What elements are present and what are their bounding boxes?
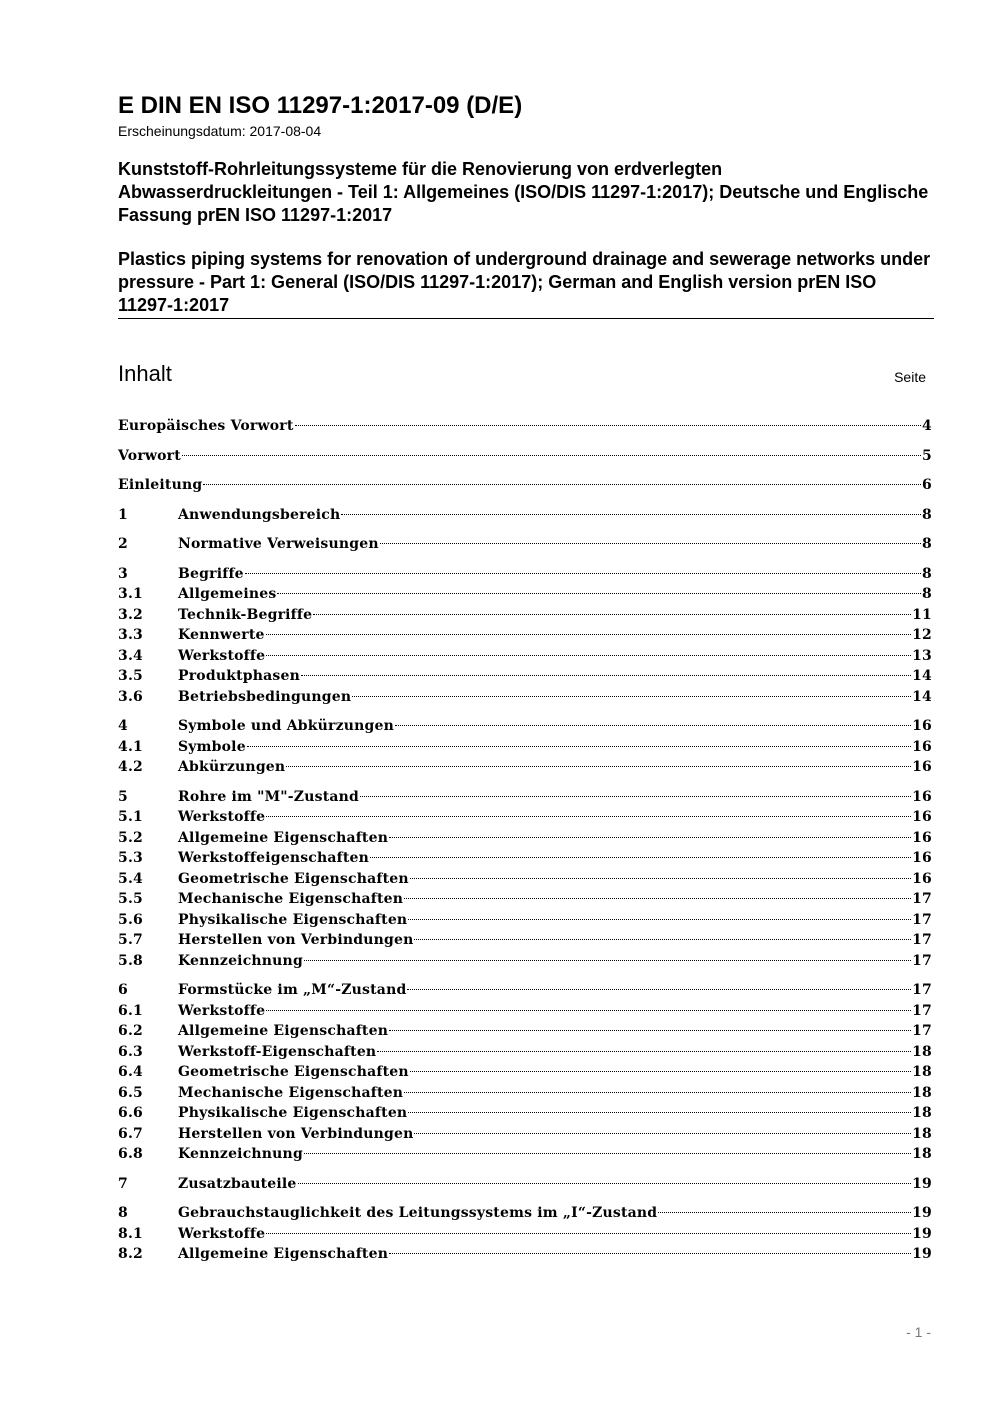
toc-entry-title: Einleitung [118, 477, 203, 493]
toc-entry-page: 17 [912, 952, 932, 969]
toc-entry[interactable] [118, 564, 932, 585]
toc-dot-leader [380, 543, 921, 544]
toc-dot-leader [404, 898, 911, 899]
toc-entry-page: 18 [912, 1043, 932, 1060]
toc-dot-leader [410, 878, 911, 879]
toc-dot-leader [266, 1233, 911, 1234]
toc-entry-number: 8 [118, 1205, 128, 1221]
toc-entry-title: Werkstoffe [178, 809, 266, 825]
toc-entry-title: Begriffe [178, 565, 244, 582]
toc-dot-leader [295, 425, 922, 426]
toc-entry-number: 6.2 [118, 1023, 143, 1039]
toc-entry[interactable] [118, 1103, 932, 1124]
toc-entry-page: 12 [912, 627, 932, 643]
toc-page-label: Seite [894, 369, 926, 385]
toc-entry-title: Mechanische Eigenschaften [178, 891, 404, 907]
toc-entry-title: Rohre im "M"-Zustand [178, 788, 359, 805]
toc-entry-title: Geometrische Eigenschaften [178, 1064, 409, 1080]
toc-entry-title: Herstellen von Verbindungen [178, 932, 414, 948]
toc-entry[interactable] [118, 534, 932, 555]
toc-entry-page: 17 [912, 911, 932, 928]
toc-dot-leader [301, 675, 911, 676]
toc-entry-number: 3.6 [118, 688, 143, 705]
toc-entry[interactable] [118, 646, 932, 667]
toc-dot-leader [298, 1183, 912, 1184]
toc-entry[interactable] [118, 446, 932, 467]
toc-entry-page: 8 [922, 565, 932, 582]
toc-entry[interactable] [118, 787, 932, 808]
toc-dot-leader [304, 1153, 911, 1154]
toc-entry[interactable] [118, 416, 932, 437]
toc-entry-title: Normative Verweisungen [178, 536, 379, 552]
toc-entry-title: Gebrauchstauglichkeit des Leitungssystems im „I“-Zustand [178, 1205, 658, 1221]
toc-entry-number: 3.2 [118, 606, 143, 623]
page-number: - 1 - [906, 1324, 931, 1340]
toc-entry-title: Kennzeichnung [178, 1146, 303, 1162]
toc-dot-leader [370, 857, 911, 858]
toc-entry-number: 6.6 [118, 1105, 143, 1121]
toc-entry[interactable] [118, 605, 932, 626]
toc-entry-page: 16 [912, 870, 932, 887]
toc-entry-title: Formstücke im „M“-Zustand [178, 982, 407, 998]
toc-dot-leader [245, 573, 921, 574]
toc-entry[interactable] [118, 1021, 932, 1042]
toc-entry-page: 16 [912, 850, 932, 866]
toc-entry-page: 19 [912, 1175, 932, 1192]
toc-dot-leader [247, 746, 911, 747]
toc-entry[interactable] [118, 737, 932, 758]
toc-entry[interactable] [118, 910, 932, 931]
toc-dot-leader [658, 1212, 911, 1213]
toc-entry-number: 8.1 [118, 1225, 143, 1242]
toc-dot-leader [389, 1030, 911, 1031]
toc-entry-title: Allgemeine Eigenschaften [178, 1023, 389, 1039]
toc-entry-page: 18 [912, 1146, 932, 1162]
toc-entry-title: Werkstoffe [178, 1225, 266, 1242]
toc-entry-number: 6.3 [118, 1043, 143, 1060]
toc-entry-number: 5.7 [118, 932, 143, 948]
document-header [118, 90, 934, 319]
toc-entry-page: 14 [912, 668, 932, 684]
toc-dot-leader [389, 837, 911, 838]
toc-dot-leader [352, 696, 911, 697]
toc-entry-page: 8 [922, 506, 932, 523]
toc-entry-title: Produktphasen [178, 668, 300, 684]
toc-entry-title: Werkstoffe [178, 1002, 266, 1019]
toc-entry-title: Mechanische Eigenschaften [178, 1084, 404, 1101]
toc-entry-number: 3 [118, 565, 128, 582]
toc-entry-number: 1 [118, 506, 128, 523]
toc-entry-title: Vorwort [118, 447, 181, 464]
toc-entry-title: Allgemeine Eigenschaften [178, 829, 389, 846]
toc-dot-leader [286, 766, 911, 767]
toc-dot-leader [203, 484, 921, 485]
toc-dot-leader [266, 816, 911, 817]
toc-entry-title: Symbole und Abkürzungen [178, 718, 394, 734]
toc-entry-title: Kennwerte [178, 627, 265, 643]
toc-entry-number: 6 [118, 982, 128, 998]
toc-entry-title: Anwendungsbereich [178, 506, 341, 523]
toc-entry-page: 16 [912, 718, 932, 734]
toc-entry-number: 5.5 [118, 891, 143, 907]
toc-entry-page: 16 [912, 829, 932, 846]
toc-group [118, 564, 932, 708]
document-id: E DIN EN ISO 11297-1:2017-09 (D/E) [118, 92, 523, 119]
toc-entry-title: Kennzeichnung [178, 952, 303, 969]
toc-entry-page: 17 [912, 1002, 932, 1019]
toc-entry[interactable] [118, 1244, 932, 1265]
toc-entry-title: Werkstoffe [178, 647, 266, 664]
toc-entry-page: 17 [912, 982, 932, 998]
toc-entry-page: 6 [922, 477, 932, 493]
toc-entry-page: 11 [912, 606, 932, 623]
toc-entry[interactable] [118, 1124, 932, 1145]
toc-dot-leader [407, 989, 911, 990]
title-german: Kunststoff-Rohrleitungssysteme für die Renovierung von erdverlegten Abwasserdruckleitungen - Teil 1: Allgemeines (ISO/DIS 11297-1:2017); Deutsche und Englische Fassung prEN ISO 11297-1:2017 [118, 159, 929, 225]
toc-entry[interactable] [118, 828, 932, 849]
toc-group [118, 980, 932, 1165]
toc-entry-number: 3.1 [118, 586, 143, 602]
toc-dot-leader [360, 796, 911, 797]
toc-entry[interactable] [118, 1144, 932, 1165]
toc-entry-number: 3.4 [118, 647, 143, 664]
toc-entry-number: 5.2 [118, 829, 143, 846]
table-of-contents [118, 416, 932, 1274]
toc-entry-page: 18 [912, 1125, 932, 1142]
toc-entry-page: 8 [922, 586, 932, 602]
toc-entry[interactable] [118, 757, 932, 778]
toc-dot-leader [410, 1071, 911, 1072]
toc-entry[interactable] [118, 807, 932, 828]
toc-dot-leader [266, 634, 911, 635]
toc-entry-page: 18 [912, 1064, 932, 1080]
toc-group [118, 716, 932, 778]
toc-entry-title: Physikalische Eigenschaften [178, 911, 408, 928]
title-english: Plastics piping systems for renovation of underground drainage and sewerage networks under pressure - Part 1: General (ISO/DIS 11297-1:2017); German and English version prEN ISO 11297-1:2017 [118, 248, 934, 319]
toc-entry-number: 3.5 [118, 668, 143, 684]
toc-entry-page: 14 [912, 688, 932, 705]
toc-entry-number: 6.4 [118, 1064, 143, 1080]
toc-dot-leader [313, 614, 911, 615]
toc-entry-title: Physikalische Eigenschaften [178, 1105, 408, 1121]
toc-entry[interactable] [118, 1224, 932, 1245]
toc-dot-leader [408, 919, 911, 920]
toc-entry-page: 19 [912, 1225, 932, 1242]
toc-entry[interactable] [118, 666, 932, 687]
toc-entry[interactable] [118, 1062, 932, 1083]
toc-entry-title: Symbole [178, 738, 246, 755]
toc-dot-leader [395, 725, 911, 726]
toc-entry-page: 5 [922, 447, 932, 464]
toc-entry-number: 5.3 [118, 850, 143, 866]
toc-entry-title: Allgemeines [178, 586, 277, 602]
toc-entry-title: Allgemeine Eigenschaften [178, 1246, 389, 1262]
toc-entry[interactable] [118, 951, 932, 972]
toc-entry[interactable] [118, 848, 932, 869]
toc-entry[interactable] [118, 1042, 932, 1063]
toc-entry[interactable] [118, 1174, 932, 1195]
toc-group [118, 416, 932, 437]
toc-entry-number: 5.4 [118, 870, 143, 887]
toc-dot-leader [341, 514, 921, 515]
toc-entry-page: 16 [912, 759, 932, 775]
toc-dot-leader [408, 1112, 911, 1113]
toc-heading: Inhalt [118, 361, 172, 386]
toc-entry-number: 6.1 [118, 1002, 143, 1019]
toc-entry[interactable] [118, 980, 932, 1001]
toc-entry-page: 17 [912, 891, 932, 907]
toc-dot-leader [414, 1133, 911, 1134]
toc-entry[interactable] [118, 716, 932, 737]
toc-entry-page: 18 [912, 1084, 932, 1101]
toc-entry[interactable] [118, 625, 932, 646]
toc-group [118, 505, 932, 526]
toc-entry-title: Technik-Begriffe [178, 606, 313, 623]
toc-group [118, 787, 932, 972]
toc-entry[interactable] [118, 687, 932, 708]
toc-entry-number: 5.1 [118, 809, 143, 825]
toc-entry-title: Herstellen von Verbindungen [178, 1125, 414, 1142]
toc-entry[interactable] [118, 584, 932, 605]
toc-entry-title: Europäisches Vorwort [118, 418, 294, 434]
toc-dot-leader [304, 960, 911, 961]
toc-dot-leader [404, 1092, 911, 1093]
toc-entry-number: 5 [118, 788, 128, 805]
toc-entry-page: 17 [912, 932, 932, 948]
toc-group [118, 1174, 932, 1195]
toc-group [118, 446, 932, 467]
toc-entry[interactable] [118, 1203, 932, 1224]
toc-dot-leader [377, 1051, 911, 1052]
toc-entry-title: Geometrische Eigenschaften [178, 870, 409, 887]
publication-date: Erscheinungsdatum: 2017-08-04 [118, 123, 322, 139]
toc-dot-leader [266, 1010, 911, 1011]
toc-entry-number: 6.7 [118, 1125, 143, 1142]
toc-entry[interactable] [118, 475, 932, 496]
toc-group [118, 1203, 932, 1265]
toc-entry-number: 6.8 [118, 1146, 143, 1162]
toc-dot-leader [182, 455, 921, 456]
toc-entry-page: 19 [912, 1205, 932, 1221]
toc-entry-number: 7 [118, 1175, 128, 1192]
toc-entry-title: Werkstoffeigenschaften [178, 850, 370, 866]
toc-entry[interactable] [118, 869, 932, 890]
toc-entry-title: Betriebsbedingungen [178, 688, 352, 705]
toc-entry-page: 8 [922, 536, 932, 552]
toc-entry[interactable] [118, 1001, 932, 1022]
toc-entry-number: 3.3 [118, 627, 143, 643]
toc-entry-page: 16 [912, 738, 932, 755]
toc-entry-number: 4.1 [118, 738, 143, 755]
toc-entry-page: 17 [912, 1023, 932, 1039]
toc-entry-number: 8.2 [118, 1246, 143, 1262]
toc-entry-page: 19 [912, 1246, 932, 1262]
toc-entry[interactable] [118, 889, 932, 910]
toc-entry-number: 5.6 [118, 911, 143, 928]
toc-entry-page: 16 [912, 788, 932, 805]
toc-entry-page: 16 [912, 809, 932, 825]
toc-entry-number: 5.8 [118, 952, 143, 969]
toc-entry-page: 18 [912, 1105, 932, 1121]
toc-entry-title: Zusatzbauteile [178, 1175, 297, 1192]
toc-entry-number: 2 [118, 536, 128, 552]
toc-entry[interactable] [118, 1083, 932, 1104]
toc-dot-leader [266, 655, 911, 656]
toc-entry-number: 4 [118, 718, 128, 734]
toc-header [118, 360, 926, 390]
toc-entry-page: 4 [922, 418, 932, 434]
toc-dot-leader [277, 593, 921, 594]
toc-group [118, 475, 932, 496]
toc-entry-title: Abkürzungen [178, 759, 286, 775]
toc-group [118, 534, 932, 555]
toc-entry-number: 6.5 [118, 1084, 143, 1101]
toc-entry[interactable] [118, 505, 932, 526]
toc-entry-page: 13 [912, 647, 932, 664]
toc-dot-leader [389, 1253, 911, 1254]
toc-dot-leader [414, 939, 911, 940]
toc-entry[interactable] [118, 930, 932, 951]
toc-entry-number: 4.2 [118, 759, 143, 775]
toc-entry-title: Werkstoff-Eigenschaften [178, 1043, 377, 1060]
